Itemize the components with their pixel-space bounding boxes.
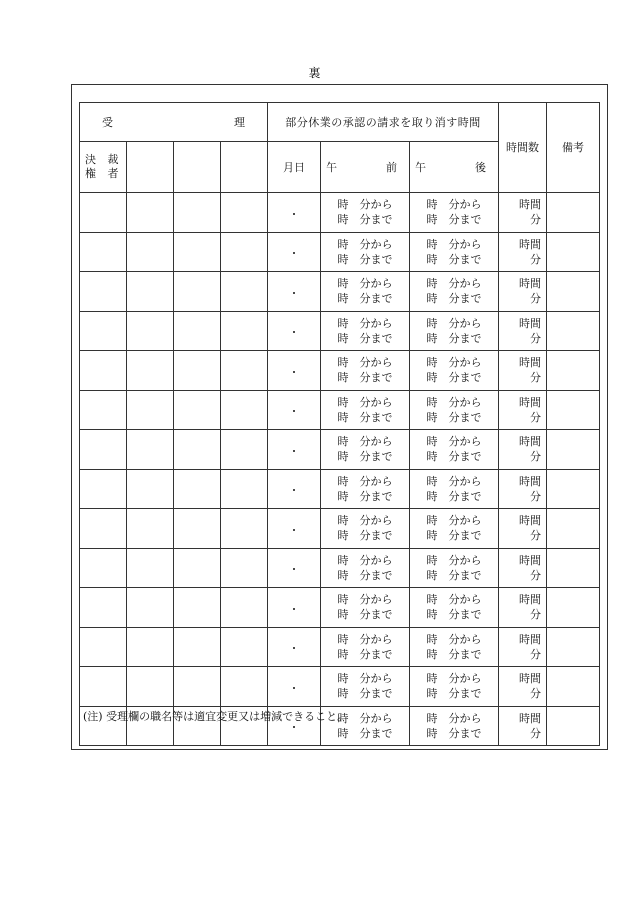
stamp-cell[interactable] xyxy=(174,193,221,233)
until-text: 時 分まで xyxy=(426,489,482,503)
stamp-cell[interactable] xyxy=(127,509,174,549)
stamp-cell[interactable] xyxy=(174,390,221,430)
remarks-cell[interactable] xyxy=(547,548,600,588)
pm-time-cell[interactable] xyxy=(410,469,499,509)
hours-cell[interactable] xyxy=(499,351,547,391)
date-separator: ・ xyxy=(288,247,300,261)
stamp-cell[interactable] xyxy=(80,509,127,549)
until-text: 時 分まで xyxy=(337,410,393,424)
hours-cell[interactable] xyxy=(499,390,547,430)
date-cell[interactable] xyxy=(268,627,321,667)
stamp-cell[interactable] xyxy=(80,351,127,391)
pm-time-cell[interactable] xyxy=(410,430,499,470)
until-text: 時 分まで xyxy=(426,529,482,543)
hours-cell[interactable] xyxy=(499,311,547,351)
pm-time-cell[interactable] xyxy=(410,232,499,272)
minutes-unit: 分 xyxy=(530,726,541,740)
stamp-cell[interactable] xyxy=(127,193,174,233)
hours-cell[interactable] xyxy=(499,232,547,272)
hours-unit: 時間 xyxy=(519,593,541,607)
stamp-cell[interactable] xyxy=(127,351,174,391)
remarks-cell[interactable] xyxy=(547,706,600,746)
remarks-cell[interactable] xyxy=(547,667,600,707)
from-text: 時 分から xyxy=(337,395,393,409)
stamp-cell[interactable] xyxy=(221,588,268,628)
from-text: 時 分から xyxy=(426,514,482,528)
date-separator: ・ xyxy=(288,405,300,419)
date-separator: ・ xyxy=(288,602,300,616)
stamp-cell[interactable] xyxy=(127,469,174,509)
until-text: 時 分まで xyxy=(426,647,482,661)
stamp-cell[interactable] xyxy=(221,548,268,588)
minutes-unit: 分 xyxy=(530,292,541,306)
pm-time-cell[interactable] xyxy=(410,390,499,430)
stamp-cell[interactable] xyxy=(174,430,221,470)
from-text: 時 分から xyxy=(426,632,482,646)
hours-unit: 時間 xyxy=(519,316,541,330)
date-cell[interactable] xyxy=(268,548,321,588)
minutes-unit: 分 xyxy=(530,213,541,227)
remarks-cell[interactable] xyxy=(547,193,600,233)
approver-label-line1: 決 裁 xyxy=(85,153,123,166)
table-row xyxy=(80,272,600,312)
am-time-cell[interactable] xyxy=(321,548,410,588)
hours-cell[interactable] xyxy=(499,627,547,667)
hours-unit: 時間 xyxy=(519,672,541,686)
remarks-cell[interactable] xyxy=(547,272,600,312)
hours-unit: 時間 xyxy=(519,514,541,528)
minutes-unit: 分 xyxy=(530,608,541,622)
until-text: 時 分まで xyxy=(337,489,393,503)
until-text: 時 分まで xyxy=(426,687,482,701)
from-text: 時 分から xyxy=(337,593,393,607)
stamp-cell[interactable] xyxy=(80,232,127,272)
cancel-time-table xyxy=(79,102,600,746)
stamp-cell[interactable] xyxy=(221,311,268,351)
minutes-unit: 分 xyxy=(530,410,541,424)
hours-cell[interactable] xyxy=(499,272,547,312)
hours-cell[interactable] xyxy=(499,667,547,707)
date-separator: ・ xyxy=(288,207,300,221)
minutes-unit: 分 xyxy=(530,252,541,266)
remarks-cell[interactable] xyxy=(547,627,600,667)
until-text: 時 分まで xyxy=(337,450,393,464)
from-text: 時 分から xyxy=(337,553,393,567)
from-text: 時 分から xyxy=(337,356,393,370)
hours-unit: 時間 xyxy=(519,474,541,488)
pm-time-cell[interactable] xyxy=(410,311,499,351)
until-text: 時 分まで xyxy=(426,450,482,464)
until-text: 時 分まで xyxy=(426,213,482,227)
hours-cell[interactable] xyxy=(499,469,547,509)
from-text: 時 分から xyxy=(337,237,393,251)
hours-unit: 時間 xyxy=(519,356,541,370)
footnote: (注) 受理欄の職名等は適宜変更又は増減できること。 xyxy=(83,710,349,723)
stamp-cell[interactable] xyxy=(174,509,221,549)
hours-cell[interactable] xyxy=(499,706,547,746)
stamp-cell[interactable] xyxy=(127,232,174,272)
from-text: 時 分から xyxy=(337,672,393,686)
until-text: 時 分まで xyxy=(426,726,482,740)
from-text: 時 分から xyxy=(426,672,482,686)
stamp-cell[interactable] xyxy=(221,430,268,470)
until-text: 時 分まで xyxy=(337,252,393,266)
hours-unit: 時間 xyxy=(519,553,541,567)
from-text: 時 分から xyxy=(426,553,482,567)
until-text: 時 分まで xyxy=(337,213,393,227)
am-time-cell[interactable] xyxy=(321,390,410,430)
date-separator: ・ xyxy=(288,286,300,300)
date-separator: ・ xyxy=(288,642,300,656)
minutes-unit: 分 xyxy=(530,647,541,661)
approver-label-line2: 権 者 xyxy=(85,167,123,180)
stamp-cell[interactable] xyxy=(80,588,127,628)
until-text: 時 分まで xyxy=(337,568,393,582)
pm-time-cell[interactable] xyxy=(410,627,499,667)
date-cell[interactable] xyxy=(268,232,321,272)
date-separator: ・ xyxy=(288,523,300,537)
am-time-cell[interactable] xyxy=(321,509,410,549)
table-row xyxy=(80,548,600,588)
stamp-cell[interactable] xyxy=(127,667,174,707)
stamp-cell[interactable] xyxy=(80,469,127,509)
stamp-cell[interactable] xyxy=(127,430,174,470)
hours-unit: 時間 xyxy=(519,277,541,291)
stamp-cell[interactable] xyxy=(221,193,268,233)
from-text: 時 分から xyxy=(426,237,482,251)
date-separator: ・ xyxy=(288,365,300,379)
hours-cell[interactable] xyxy=(499,509,547,549)
stamp-cell[interactable] xyxy=(174,351,221,391)
receipt-stamp-cell[interactable] xyxy=(127,142,174,193)
from-text: 時 分から xyxy=(426,198,482,212)
minutes-unit: 分 xyxy=(530,568,541,582)
table-row xyxy=(80,588,600,628)
hours-header: 時間数 xyxy=(499,103,547,193)
stamp-cell[interactable] xyxy=(221,627,268,667)
remarks-cell[interactable] xyxy=(547,469,600,509)
hours-unit: 時間 xyxy=(519,632,541,646)
date-separator: ・ xyxy=(288,681,300,695)
minutes-unit: 分 xyxy=(530,331,541,345)
receipt-label-left: 受 xyxy=(102,116,113,129)
am-time-cell[interactable] xyxy=(321,588,410,628)
remarks-cell[interactable] xyxy=(547,509,600,549)
table-row xyxy=(80,390,600,430)
am-time-cell[interactable] xyxy=(321,272,410,312)
minutes-unit: 分 xyxy=(530,489,541,503)
from-text: 時 分から xyxy=(426,395,482,409)
pm-time-cell[interactable] xyxy=(410,193,499,233)
table-row xyxy=(80,232,600,272)
stamp-cell[interactable] xyxy=(221,509,268,549)
date-cell[interactable] xyxy=(268,509,321,549)
remarks-cell[interactable] xyxy=(547,351,600,391)
from-text: 時 分から xyxy=(426,593,482,607)
stamp-cell[interactable] xyxy=(174,469,221,509)
page-title: 裏 xyxy=(308,66,322,80)
pm-time-cell[interactable] xyxy=(410,351,499,391)
date-cell[interactable] xyxy=(268,430,321,470)
table-row xyxy=(80,193,600,233)
pm-time-cell[interactable] xyxy=(410,588,499,628)
approver-label xyxy=(80,142,127,193)
date-cell[interactable] xyxy=(268,390,321,430)
pm-left: 午 xyxy=(415,161,426,174)
from-text: 時 分から xyxy=(337,198,393,212)
until-text: 時 分まで xyxy=(337,687,393,701)
stamp-cell[interactable] xyxy=(174,588,221,628)
table-row xyxy=(80,509,600,549)
hours-unit: 時間 xyxy=(519,198,541,212)
stamp-cell[interactable] xyxy=(174,232,221,272)
am-time-cell[interactable] xyxy=(321,430,410,470)
from-text: 時 分から xyxy=(426,711,482,725)
stamp-cell[interactable] xyxy=(221,272,268,312)
hours-unit: 時間 xyxy=(519,435,541,449)
minutes-unit: 分 xyxy=(530,529,541,543)
until-text: 時 分まで xyxy=(426,252,482,266)
table-row xyxy=(80,311,600,351)
pm-time-cell[interactable] xyxy=(410,706,499,746)
until-text: 時 分まで xyxy=(337,726,393,740)
from-text: 時 分から xyxy=(337,711,393,725)
stamp-cell[interactable] xyxy=(174,667,221,707)
until-text: 時 分まで xyxy=(426,292,482,306)
table-row xyxy=(80,627,600,667)
stamp-cell[interactable] xyxy=(127,548,174,588)
date-cell[interactable] xyxy=(268,469,321,509)
stamp-cell[interactable] xyxy=(221,232,268,272)
receipt-label-right: 理 xyxy=(234,116,245,129)
stamp-cell[interactable] xyxy=(80,627,127,667)
stamp-cell[interactable] xyxy=(127,627,174,667)
table-row xyxy=(80,469,600,509)
table-row xyxy=(80,430,600,470)
pm-time-cell[interactable] xyxy=(410,548,499,588)
stamp-cell[interactable] xyxy=(80,667,127,707)
stamp-cell[interactable] xyxy=(127,272,174,312)
until-text: 時 分まで xyxy=(337,292,393,306)
month-day-header: 月日 xyxy=(268,142,321,193)
date-cell[interactable] xyxy=(268,351,321,391)
hours-cell[interactable] xyxy=(499,548,547,588)
remarks-cell[interactable] xyxy=(547,390,600,430)
am-time-cell[interactable] xyxy=(321,193,410,233)
hours-cell[interactable] xyxy=(499,430,547,470)
from-text: 時 分から xyxy=(337,277,393,291)
from-text: 時 分から xyxy=(337,474,393,488)
date-separator: ・ xyxy=(288,444,300,458)
until-text: 時 分まで xyxy=(337,608,393,622)
hours-cell[interactable] xyxy=(499,588,547,628)
until-text: 時 分まで xyxy=(426,331,482,345)
am-left: 午 xyxy=(326,161,337,174)
date-cell[interactable] xyxy=(268,311,321,351)
stamp-cell[interactable] xyxy=(221,667,268,707)
minutes-unit: 分 xyxy=(530,450,541,464)
stamp-cell[interactable] xyxy=(221,351,268,391)
stamp-cell[interactable] xyxy=(174,311,221,351)
stamp-cell[interactable] xyxy=(174,272,221,312)
am-time-cell[interactable] xyxy=(321,469,410,509)
from-text: 時 分から xyxy=(426,435,482,449)
pm-time-cell[interactable] xyxy=(410,272,499,312)
until-text: 時 分まで xyxy=(426,608,482,622)
hours-cell[interactable] xyxy=(499,193,547,233)
from-text: 時 分から xyxy=(337,632,393,646)
cancel-request-title: 部分休業の承認の請求を取り消す時間 xyxy=(268,103,499,142)
stamp-cell[interactable] xyxy=(221,469,268,509)
receipt-stamp-cell[interactable] xyxy=(174,142,221,193)
date-separator: ・ xyxy=(288,721,300,735)
remarks-cell[interactable] xyxy=(547,588,600,628)
stamp-cell[interactable] xyxy=(80,390,127,430)
pm-header xyxy=(410,142,499,193)
pm-time-cell[interactable] xyxy=(410,667,499,707)
stamp-cell[interactable] xyxy=(127,588,174,628)
am-time-cell[interactable] xyxy=(321,232,410,272)
remarks-header: 備考 xyxy=(547,103,600,193)
remarks-cell[interactable] xyxy=(547,232,600,272)
pm-time-cell[interactable] xyxy=(410,509,499,549)
from-text: 時 分から xyxy=(337,316,393,330)
from-text: 時 分から xyxy=(426,277,482,291)
am-time-cell[interactable] xyxy=(321,311,410,351)
am-time-cell[interactable] xyxy=(321,627,410,667)
until-text: 時 分まで xyxy=(426,410,482,424)
am-right: 前 xyxy=(386,161,397,174)
from-text: 時 分から xyxy=(426,356,482,370)
stamp-cell[interactable] xyxy=(80,311,127,351)
table-row xyxy=(80,351,600,391)
stamp-cell[interactable] xyxy=(80,430,127,470)
receipt-header xyxy=(80,103,268,142)
date-cell[interactable] xyxy=(268,588,321,628)
remarks-cell[interactable] xyxy=(547,430,600,470)
date-separator: ・ xyxy=(288,563,300,577)
date-cell[interactable] xyxy=(268,667,321,707)
hours-unit: 時間 xyxy=(519,237,541,251)
stamp-cell[interactable] xyxy=(127,311,174,351)
stamp-cell[interactable] xyxy=(127,390,174,430)
am-header xyxy=(321,142,410,193)
until-text: 時 分まで xyxy=(337,331,393,345)
until-text: 時 分まで xyxy=(337,371,393,385)
remarks-cell[interactable] xyxy=(547,311,600,351)
date-separator: ・ xyxy=(288,326,300,340)
hours-unit: 時間 xyxy=(519,711,541,725)
hours-unit: 時間 xyxy=(519,395,541,409)
minutes-unit: 分 xyxy=(530,687,541,701)
stamp-cell[interactable] xyxy=(80,193,127,233)
stamp-cell[interactable] xyxy=(174,548,221,588)
until-text: 時 分まで xyxy=(337,647,393,661)
stamp-cell[interactable] xyxy=(174,627,221,667)
am-time-cell[interactable] xyxy=(321,667,410,707)
from-text: 時 分から xyxy=(337,435,393,449)
receipt-stamp-cell[interactable] xyxy=(221,142,268,193)
pm-right: 後 xyxy=(475,161,486,174)
date-cell[interactable] xyxy=(268,193,321,233)
date-separator: ・ xyxy=(288,484,300,498)
minutes-unit: 分 xyxy=(530,371,541,385)
until-text: 時 分まで xyxy=(337,529,393,543)
am-time-cell[interactable] xyxy=(321,351,410,391)
stamp-cell[interactable] xyxy=(80,548,127,588)
stamp-cell[interactable] xyxy=(80,272,127,312)
stamp-cell[interactable] xyxy=(221,390,268,430)
date-cell[interactable] xyxy=(268,272,321,312)
until-text: 時 分まで xyxy=(426,568,482,582)
from-text: 時 分から xyxy=(426,474,482,488)
from-text: 時 分から xyxy=(426,316,482,330)
until-text: 時 分まで xyxy=(426,371,482,385)
from-text: 時 分から xyxy=(337,514,393,528)
table-row xyxy=(80,667,600,707)
